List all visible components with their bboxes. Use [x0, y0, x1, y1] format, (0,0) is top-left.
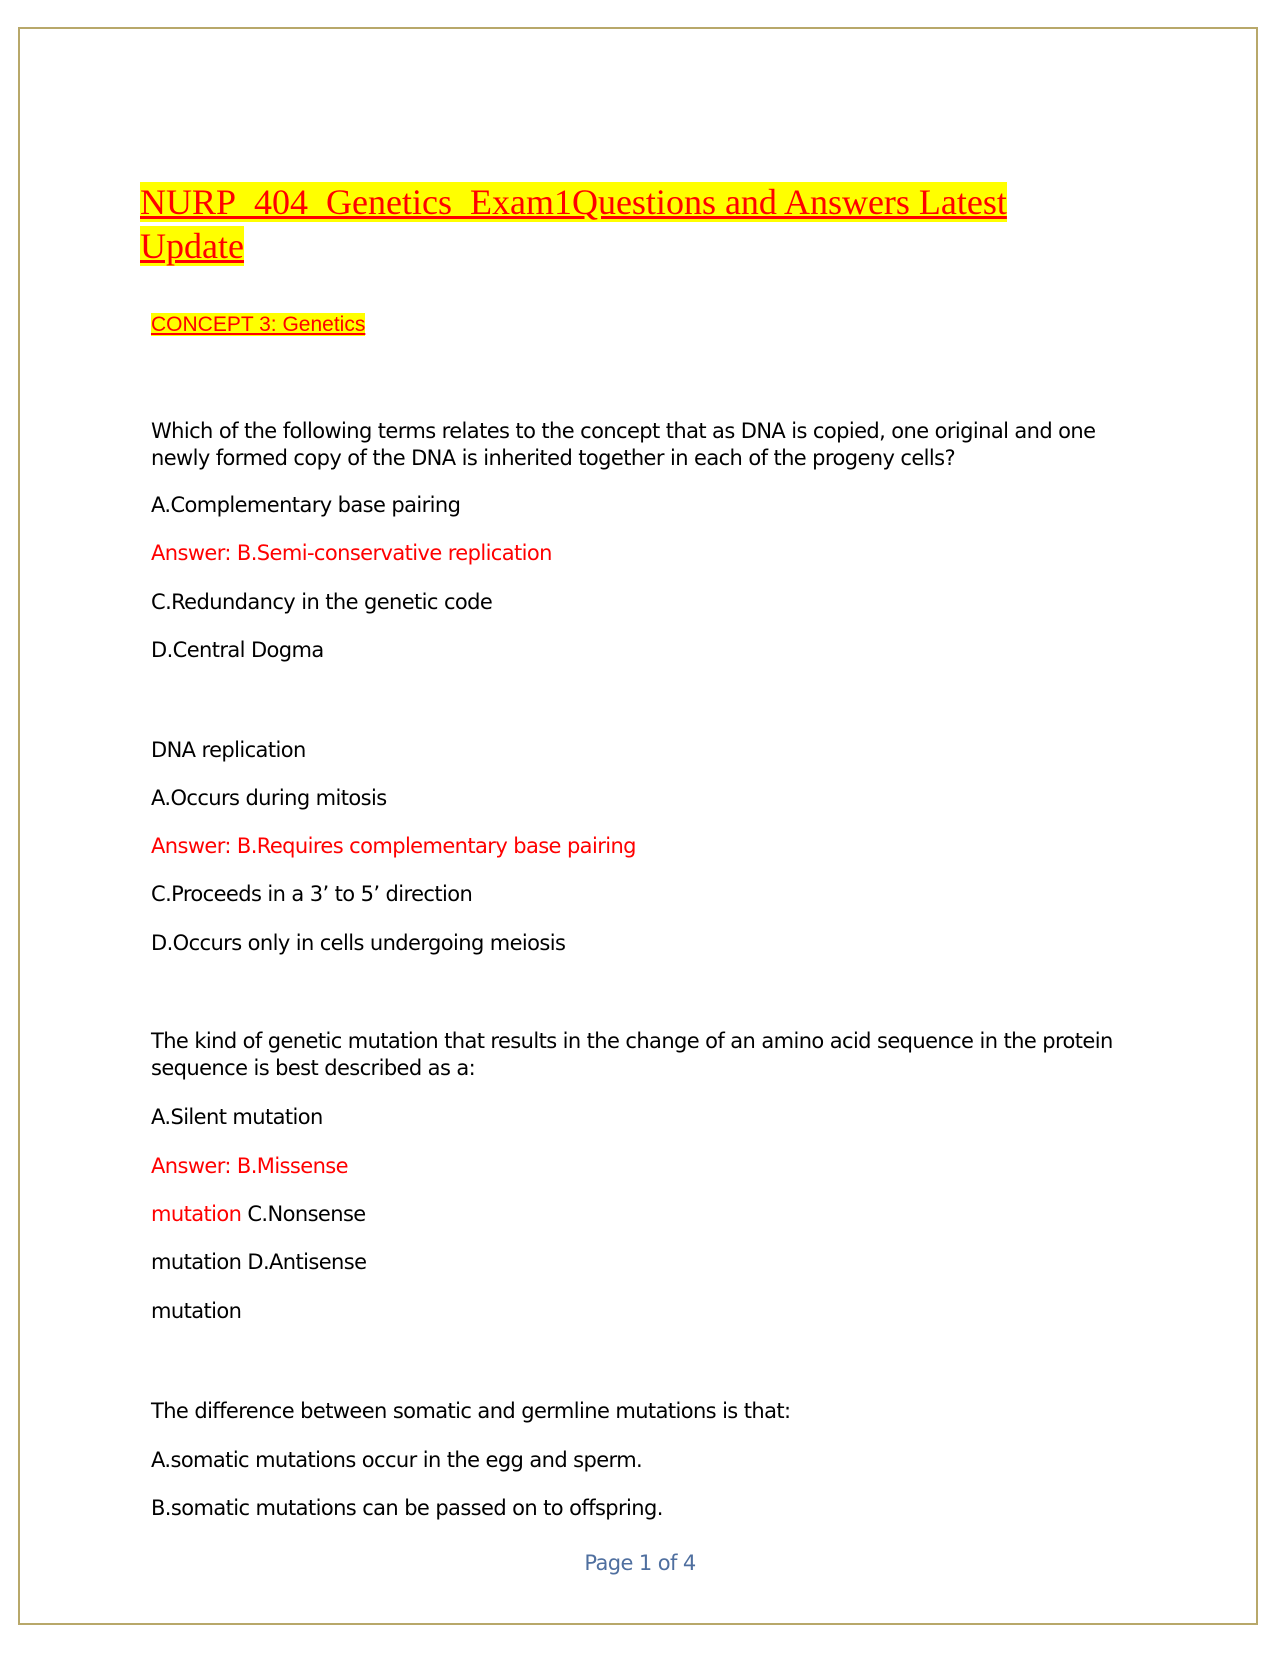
question-1-option-d: D.Central Dogma: [151, 638, 324, 662]
question-3-answer: Answer: B.Missense: [151, 1154, 348, 1178]
question-3-text: The kind of genetic mutation that results in the change of an amino acid sequence in the protein sequence is best described as a:: [151, 1029, 1113, 1080]
document-title: NURP_404_Genetics_Exam1Questions and Answers Latest Update: [140, 182, 1007, 266]
question-3-line-3: [151, 1201, 1141, 1228]
question-3-option-a: A.Silent mutation: [151, 1105, 323, 1129]
question-2-option-c: C.Proceeds in a 3’ to 5’ direction: [151, 882, 473, 906]
question-1-option-a: A.Complementary base pairing: [151, 493, 461, 517]
question-1-answer: Answer: B.Semi-conservative replication: [151, 541, 552, 565]
question-4-option-b: B.somatic mutations can be passed on to offspring.: [151, 1496, 663, 1520]
question-2-option-d: D.Occurs only in cells undergoing meiosis: [151, 931, 566, 955]
question-3-option-c: C.Nonsense: [241, 1202, 366, 1226]
question-2-text: DNA replication: [151, 738, 306, 762]
page-number-footer: Page 1 of 4: [584, 1551, 696, 1575]
question-2-answer: Answer: B.Requires complementary base pairing: [151, 834, 636, 858]
question-3-answer-continuation: mutation: [151, 1202, 242, 1226]
question-4-option-a: A.somatic mutations occur in the egg and sperm.: [151, 1448, 643, 1472]
question-1-text: Which of the following terms relates to the concept that as DNA is copied, one original and one newly formed copy of the DNA is inherited together in each of the progeny cells?: [151, 419, 1096, 470]
question-4-text: The difference between somatic and germline mutations is that:: [151, 1399, 791, 1423]
question-3-line-4: mutation D.Antisense: [151, 1250, 367, 1274]
question-3-line-5: mutation: [151, 1299, 242, 1323]
concept-heading: CONCEPT 3: Genetics: [151, 313, 366, 336]
question-1-option-c: C.Redundancy in the genetic code: [151, 590, 493, 614]
question-2-option-a: A.Occurs during mitosis: [151, 786, 387, 810]
